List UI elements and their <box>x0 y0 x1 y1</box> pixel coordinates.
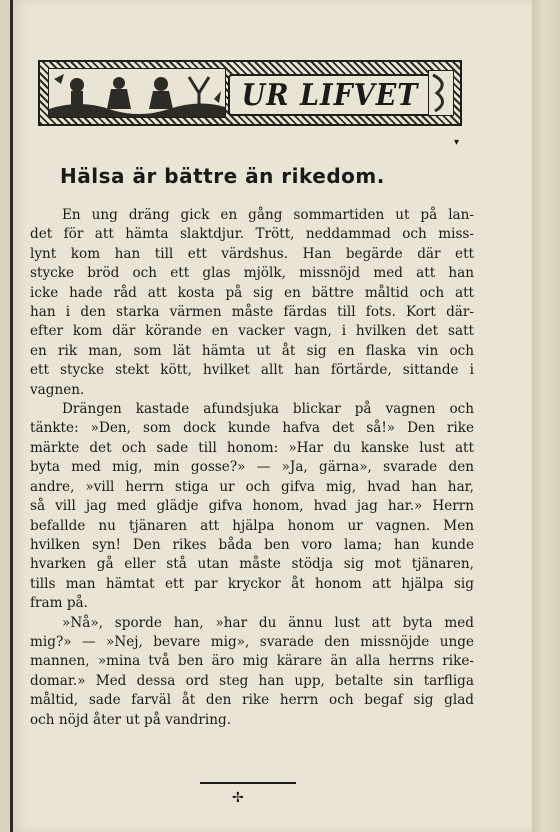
end-rule <box>200 782 296 784</box>
text-line: måltid, sade farväl åt den rike herrn och begaf sig glad <box>30 692 474 709</box>
flourish-icon <box>429 71 453 115</box>
ornament-illustration <box>48 68 226 118</box>
print-mark-icon: ▾ <box>454 137 460 148</box>
text-line: efter kom där körande en vacker vagn, i hvilken det satt <box>30 323 474 340</box>
text-line: vagnen. <box>30 381 85 398</box>
text-line: mig?» — »Nej, bevare mig», svarade den missnöjde unge <box>30 633 474 650</box>
text-line: andre, »vill herrn stiga ur och gifva mig, hvad han har, <box>30 478 474 495</box>
header-banner <box>38 60 462 126</box>
article-body <box>30 206 474 730</box>
end-ornament-icon: ✢ <box>232 790 244 806</box>
text-line: domar.» Med dessa ord steg han upp, betalte sin tarfliga <box>30 672 474 689</box>
text-line: hvilken syn! Den rikes båda ben voro lama; han kunde <box>30 536 474 553</box>
text-line: hvarken gå eller stå utan måste stödja sig mot tjänaren, <box>30 556 474 573</box>
banner-title: UR LIFVET <box>241 77 419 113</box>
text-line: en rik man, som lät hämta ut åt sig en flaska vin och <box>30 342 474 359</box>
text-line: befallde nu tjänaren att hjälpa honom ur vagnen. Men <box>30 517 474 534</box>
page-edge <box>532 0 560 832</box>
text-line: så vill jag med glädje gifva honom, hvad jag har.» Herrn <box>30 498 474 515</box>
text-line: stycke bröd och ett glas mjölk, missnöjd med att han <box>30 265 474 282</box>
text-line: byta med mig, min gosse?» — »Ja, gärna», svarade den <box>30 459 474 476</box>
text-line: lynt kom han till ett värdshus. Han begärde där ett <box>30 245 474 262</box>
banner-title-box <box>228 74 432 116</box>
text-line: tänkte: »Den, som dock kunde hafva det så!» Den rike <box>30 420 474 437</box>
text-line: tills man hämtat ett par kryckor åt honom att hjälpa sig <box>30 575 474 592</box>
text-line: En ung dräng gick en gång sommartiden ut på lan- <box>62 207 474 223</box>
text-line: »Nå», sporde han, »har du ännu lust att byta med <box>62 614 474 631</box>
text-line: det för att hämta slaktdjur. Trött, neddammad och miss- <box>30 226 474 243</box>
text-line: han i den starka värmen måste färdas till fots. Kort där- <box>30 304 474 321</box>
figures-illustration-icon <box>49 69 225 117</box>
text-line: Drängen kastade afundsjuka blickar på vagnen och <box>62 401 474 418</box>
text-line: icke hade råd att kosta på sig en bättre måltid och att <box>30 284 474 301</box>
text-line: ett stycke stekt kött, hvilket allt han förtärde, sittande i <box>30 362 474 379</box>
text-line: fram på. <box>30 595 88 612</box>
text-line: märkte det och sade till honom: »Har du kanske lust att <box>30 439 474 456</box>
text-line: och nöjd åter ut på vandring. <box>30 711 232 728</box>
text-line: mannen, »mina två ben äro mig kärare än alla herrns rike- <box>30 653 474 670</box>
ornament-flourish-icon <box>428 70 454 116</box>
article-heading: Hälsa är bättre än rikedom. <box>60 164 385 188</box>
